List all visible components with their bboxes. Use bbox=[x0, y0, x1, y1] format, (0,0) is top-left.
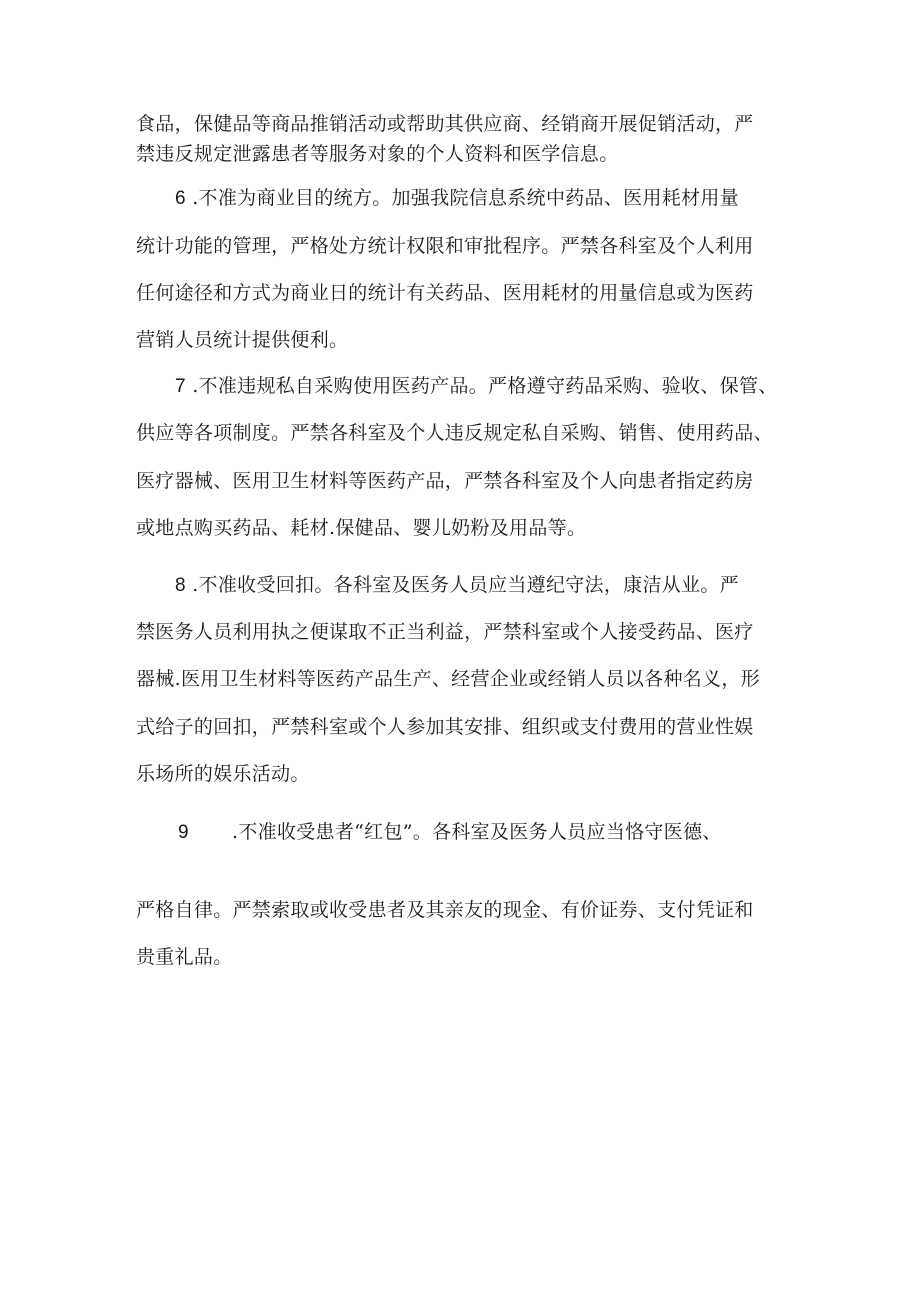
text-line: 医疗器械、医用卫生材料等医药产品，严禁各科室及个人向患者指定药房 bbox=[136, 470, 754, 492]
text-line: 式给子的回扣，严禁科室或个人参加其安排、组织或支付费用的营业性娱 bbox=[136, 716, 754, 738]
text-line: 供应等各项制度。严禁各科室及个人违反规定私自采购、销售、使用药品、 bbox=[136, 422, 773, 444]
text-line: 乐场所的娱乐活动。 bbox=[136, 763, 310, 785]
text-line: .不准收受回扣。各科室及医务人员应当遵纪守法，康洁从业。严 bbox=[192, 574, 739, 596]
item-number: 6 bbox=[175, 188, 186, 209]
text-line: 或地点购买药品、耗材.保健品、婴儿奶粉及用品等。 bbox=[136, 517, 587, 539]
text-line: .不准违规私自采购使用医药产品。严格遵守药品采购、验收、保管、 bbox=[192, 375, 778, 397]
text-line: 任何途径和方式为商业日的统计有关药品、医用耗材的用量信息或为医药 bbox=[136, 282, 754, 304]
item-number: 8 bbox=[175, 575, 186, 596]
text-line: 食品，保健品等商品推销活动或帮助其供应商、经销商开展促销活动，严 bbox=[136, 113, 754, 135]
text-line: 禁医务人员利用执之便谋取不正当利益，严禁科室或个人接受药品、医疗 bbox=[136, 621, 754, 643]
text-line: 禁违反规定泄露患者等服务对象的个人资料和医学信息。 bbox=[136, 143, 619, 165]
item-number: 9 bbox=[178, 822, 189, 843]
text-line: 器械.医用卫生材料等医药产品生产、经营企业或经销人员以各种名义，形 bbox=[136, 668, 760, 690]
item-number: 7 bbox=[175, 376, 186, 397]
item-7-first-line bbox=[175, 374, 778, 399]
item-8-first-line bbox=[175, 573, 739, 598]
item-9-number bbox=[178, 820, 189, 845]
text-line: 严格自律。严禁索取或收受患者及其亲友的现金、有价证券、支付凭证和 bbox=[136, 899, 754, 921]
text-line: .不准收受患者“红包”。各科室及医务人员应当恪守医德、 bbox=[232, 821, 722, 843]
text-line: 营销人员统计提供便利。 bbox=[136, 329, 349, 351]
text-line: 贵重礼品。 bbox=[136, 946, 233, 968]
text-line: 统计功能的管理，严格处方统计权限和审批程序。严禁各科室及个人利用 bbox=[136, 235, 754, 257]
item-6-first-line bbox=[175, 186, 739, 211]
text-line: .不准为商业目的统方。加强我院信息系统中药品、医用耗材用量 bbox=[192, 187, 739, 209]
